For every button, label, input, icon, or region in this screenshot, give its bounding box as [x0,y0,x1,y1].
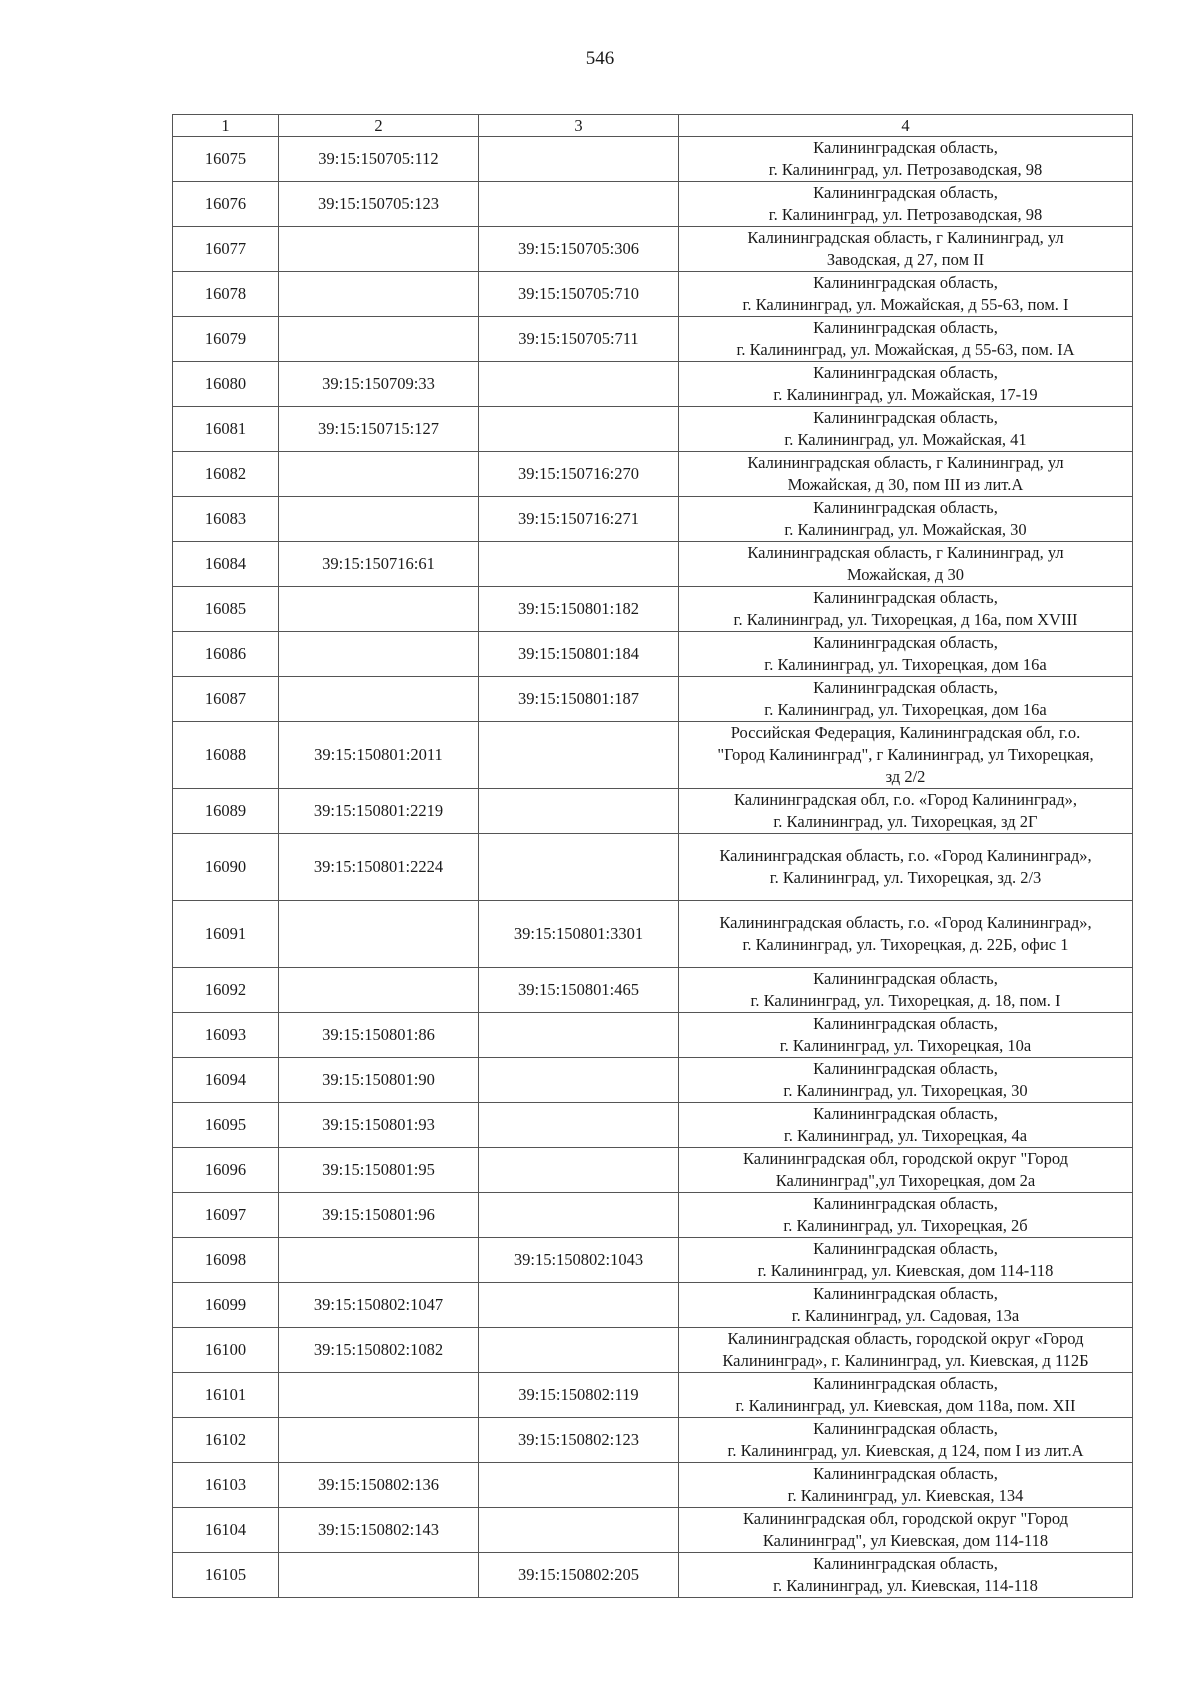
cadastral-number-cell: 39:15:150715:127 [279,407,479,452]
address-line: г. Калининград, ул. Тихорецкая, 30 [783,1081,1028,1100]
address-line: г. Калининград, ул. Киевская, д 124, пом I из лит.А [727,1441,1084,1460]
address-line: г. Калининград, ул. Тихорецкая, дом 16а [764,700,1047,719]
cadastral-number-cell [279,452,479,497]
row-number-cell: 16089 [173,789,279,834]
table-row [173,1103,1133,1148]
address-cell [679,1328,1133,1373]
row-number-cell: 16090 [173,834,279,901]
address-line: Калининградская область, [813,1419,998,1438]
table-row [173,722,1133,789]
cadastral-number-cell [279,632,479,677]
address-cell [679,362,1133,407]
address-line: г. Калининград, ул. Тихорецкая, 4а [783,1126,1028,1145]
address-cell [679,1193,1133,1238]
cadastral-number-cell: 39:15:150705:306 [479,227,679,272]
table-row [173,1013,1133,1058]
row-number-cell: 16077 [173,227,279,272]
table-row [173,497,1133,542]
address-cell [679,632,1133,677]
table-row [173,789,1133,834]
row-number-cell: 16097 [173,1193,279,1238]
cadastral-number-cell [279,1553,479,1598]
cadastral-number-cell: 39:15:150801:86 [279,1013,479,1058]
cadastral-number-cell: 39:15:150801:3301 [479,901,679,968]
header-col-3: 3 [479,115,679,137]
table-row [173,227,1133,272]
row-number-cell: 16100 [173,1328,279,1373]
address-line: Калининградская область, г.о. «Город Калининград», [719,846,1092,865]
page-number: 546 [585,48,615,69]
address-line: "Город Калининград", г Калининград, ул Тихорецкая, [717,745,1094,764]
address-cell [679,834,1133,901]
cadastral-number-cell: 39:15:150709:33 [279,362,479,407]
address-line: г. Калининград, ул. Тихорецкая, д. 18, пом. I [750,991,1061,1010]
address-line: г. Калининград, ул. Можайская, д 55-63, пом. IA [736,340,1075,359]
address-line: Калининградская область, [813,273,998,292]
address-line: Заводская, д 27, пом II [826,250,985,269]
address-line: Калининградская область, [813,408,998,427]
address-line: Калининградская область, [813,588,998,607]
address-line: Калининград», г. Калининград, ул. Киевская, д 112Б [722,1351,1089,1370]
address-cell [679,542,1133,587]
row-number-cell: 16103 [173,1463,279,1508]
address-cell [679,1508,1133,1553]
address-line: Калининградская область, [813,1194,998,1213]
table-row [173,1553,1133,1598]
address-cell [679,901,1133,968]
row-number-cell: 16075 [173,137,279,182]
row-number-cell: 16101 [173,1373,279,1418]
cadastral-number-cell [479,1058,679,1103]
row-number-cell: 16079 [173,317,279,362]
cadastral-number-cell [279,272,479,317]
registry-table [172,114,1133,1598]
table-row [173,632,1133,677]
address-line: г. Калининград, ул. Тихорецкая, зд. 2/3 [769,868,1042,887]
address-line: г. Калининград, ул. Тихорецкая, дом 16а [764,655,1047,674]
address-line: Калининградская область, г Калининград, ул [747,453,1064,472]
cadastral-number-cell [479,137,679,182]
address-line: Калининградская область, [813,318,998,337]
table-row [173,137,1133,182]
cadastral-number-cell [479,1463,679,1508]
cadastral-number-cell [279,677,479,722]
address-line: Калининградская область, [813,1464,998,1483]
address-cell [679,1283,1133,1328]
address-line: г. Калининград, ул. Петрозаводская, 98 [768,205,1043,224]
address-cell [679,1463,1133,1508]
row-number-cell: 16083 [173,497,279,542]
row-number-cell: 16088 [173,722,279,789]
row-number-cell: 16084 [173,542,279,587]
table-row [173,362,1133,407]
cadastral-number-cell [279,1373,479,1418]
header-col-2: 2 [279,115,479,137]
table-row [173,1193,1133,1238]
address-line: Калининградская обл, г.о. «Город Калининград», [734,790,1077,809]
address-line: г. Калининград, ул. Можайская, 17-19 [773,385,1038,404]
table-row [173,834,1133,901]
address-line: г. Калининград, ул. Киевская, 114-118 [773,1576,1038,1595]
cadastral-number-cell [279,1418,479,1463]
cadastral-number-cell [479,1283,679,1328]
cadastral-number-cell: 39:15:150802:143 [279,1508,479,1553]
table-row [173,677,1133,722]
table-row [173,901,1133,968]
table-row [173,1238,1133,1283]
cadastral-number-cell [279,901,479,968]
table-row [173,968,1133,1013]
cadastral-number-cell [479,1508,679,1553]
address-line: Калининградская область, [813,183,998,202]
address-line: г. Калининград, ул. Тихорецкая, 10а [779,1036,1032,1055]
cadastral-number-cell: 39:15:150801:465 [479,968,679,1013]
address-line: г. Калининград, ул. Садовая, 13а [791,1306,1020,1325]
cadastral-number-cell [479,542,679,587]
address-cell [679,789,1133,834]
address-line: Калининградская область, [813,1104,998,1123]
address-line: Калининградская область, г Калининград, ул [747,543,1064,562]
row-number-cell: 16094 [173,1058,279,1103]
cadastral-number-cell [479,362,679,407]
address-cell [679,497,1133,542]
cadastral-number-cell: 39:15:150801:90 [279,1058,479,1103]
table-body [173,137,1133,1598]
table-row [173,272,1133,317]
cadastral-number-cell: 39:15:150705:711 [479,317,679,362]
table-row [173,542,1133,587]
address-cell [679,1238,1133,1283]
table-row [173,1508,1133,1553]
row-number-cell: 16087 [173,677,279,722]
row-number-cell: 16092 [173,968,279,1013]
cadastral-number-cell: 39:15:150802:136 [279,1463,479,1508]
row-number-cell: 16098 [173,1238,279,1283]
table-row [173,587,1133,632]
address-line: Калининградская обл, городской округ "Город [742,1149,1069,1168]
address-cell [679,182,1133,227]
cadastral-number-cell: 39:15:150801:93 [279,1103,479,1148]
address-line: г. Калининград, ул. Петрозаводская, 98 [768,160,1043,179]
address-cell [679,137,1133,182]
address-line: зд 2/2 [885,767,926,786]
row-number-cell: 16099 [173,1283,279,1328]
address-line: Можайская, д 30, пом III из лит.А [787,475,1024,494]
table-row [173,1283,1133,1328]
address-cell [679,1013,1133,1058]
row-number-cell: 16093 [173,1013,279,1058]
address-line: Калининградская область, [813,363,998,382]
table-row [173,1418,1133,1463]
address-line: г. Калининград, ул. Тихорецкая, д. 22Б, офис 1 [742,935,1069,954]
row-number-cell: 16076 [173,182,279,227]
cadastral-number-cell: 39:15:150801:2224 [279,834,479,901]
address-line: Калининградская область, [813,633,998,652]
cadastral-number-cell: 39:15:150801:2011 [279,722,479,789]
address-line: г. Калининград, ул. Киевская, дом 118а, пом. XII [735,1396,1076,1415]
cadastral-number-cell [479,1148,679,1193]
address-cell [679,317,1133,362]
cadastral-number-cell [479,182,679,227]
cadastral-number-cell [479,1193,679,1238]
row-number-cell: 16095 [173,1103,279,1148]
address-line: Калининградская область, [813,678,998,697]
address-cell [679,1103,1133,1148]
cadastral-number-cell [479,1328,679,1373]
cadastral-number-cell [279,968,479,1013]
address-cell [679,1553,1133,1598]
cadastral-number-cell: 39:15:150801:187 [479,677,679,722]
row-number-cell: 16082 [173,452,279,497]
row-number-cell: 16081 [173,407,279,452]
table-row [173,1373,1133,1418]
table-row [173,1328,1133,1373]
cadastral-number-cell [479,1103,679,1148]
cadastral-number-cell: 39:15:150801:182 [479,587,679,632]
address-line: Калининград",ул Тихорецкая, дом 2а [775,1171,1036,1190]
table-row [173,1463,1133,1508]
address-line: Калининградская область, [813,1374,998,1393]
address-line: Можайская, д 30 [847,565,964,584]
row-number-cell: 16086 [173,632,279,677]
address-line: г. Калининград, ул. Киевская, 134 [787,1486,1024,1505]
address-cell [679,452,1133,497]
address-line: г. Калининград, ул. Киевская, дом 114-118 [757,1261,1054,1280]
cadastral-number-cell: 39:15:150716:61 [279,542,479,587]
address-cell [679,677,1133,722]
cadastral-number-cell: 39:15:150716:271 [479,497,679,542]
table-row [173,407,1133,452]
row-number-cell: 16104 [173,1508,279,1553]
table-row [173,182,1133,227]
address-line: Калининградская область, [813,1059,998,1078]
row-number-cell: 16096 [173,1148,279,1193]
cadastral-number-cell: 39:15:150801:96 [279,1193,479,1238]
cadastral-number-cell [479,789,679,834]
address-cell [679,1373,1133,1418]
address-cell [679,1148,1133,1193]
cadastral-number-cell: 39:15:150801:95 [279,1148,479,1193]
address-line: Калининградская область, городской округ «Город [727,1329,1084,1348]
address-line: г. Калининград, ул. Можайская, д 55-63, пом. I [742,295,1069,314]
cadastral-number-cell: 39:15:150705:112 [279,137,479,182]
address-cell [679,968,1133,1013]
row-number-cell: 16091 [173,901,279,968]
address-line: Калининградская область, [813,969,998,988]
address-line: Калининградская область, [813,1239,998,1258]
cadastral-number-cell [279,317,479,362]
cadastral-number-cell: 39:15:150802:123 [479,1418,679,1463]
address-line: Калининградская обл, городской округ "Город [742,1509,1069,1528]
cadastral-number-cell: 39:15:150802:205 [479,1553,679,1598]
cadastral-number-cell [279,227,479,272]
row-number-cell: 16085 [173,587,279,632]
row-number-cell: 16105 [173,1553,279,1598]
table-row [173,1058,1133,1103]
cadastral-number-cell: 39:15:150802:119 [479,1373,679,1418]
address-line: г. Калининград, ул. Тихорецкая, зд 2Г [773,812,1038,831]
table-row [173,452,1133,497]
cadastral-number-cell: 39:15:150705:123 [279,182,479,227]
address-line: Калининградская область, г Калининград, ул [747,228,1064,247]
cadastral-number-cell: 39:15:150802:1043 [479,1238,679,1283]
cadastral-number-cell [279,1238,479,1283]
address-line: Калининградская область, [813,1284,998,1303]
header-col-4: 4 [679,115,1133,137]
address-cell [679,407,1133,452]
address-cell [679,587,1133,632]
address-line: Российская Федерация, Калининградская обл, г.о. [730,723,1081,742]
address-line: Калининградская область, [813,1554,998,1573]
address-line: Калининград", ул Киевская, дом 114-118 [762,1531,1049,1550]
address-line: Калининградская область, [813,1014,998,1033]
table-row [173,1148,1133,1193]
address-line: г. Калининград, ул. Тихорецкая, 2б [783,1216,1028,1235]
address-line: г. Калининград, ул. Тихорецкая, д 16а, пом XVIII [733,610,1078,629]
row-number-cell: 16078 [173,272,279,317]
address-line: Калининградская область, г.о. «Город Калининград», [719,913,1092,932]
cadastral-number-cell: 39:15:150705:710 [479,272,679,317]
address-line: Калининградская область, [813,138,998,157]
address-cell [679,722,1133,789]
address-cell [679,1058,1133,1103]
cadastral-number-cell [279,587,479,632]
address-line: г. Калининград, ул. Можайская, 41 [784,430,1027,449]
header-col-1: 1 [173,115,279,137]
cadastral-number-cell: 39:15:150802:1082 [279,1328,479,1373]
address-line: Калининградская область, [813,498,998,517]
address-cell [679,272,1133,317]
cadastral-number-cell [479,1013,679,1058]
row-number-cell: 16102 [173,1418,279,1463]
cadastral-number-cell: 39:15:150801:184 [479,632,679,677]
row-number-cell: 16080 [173,362,279,407]
cadastral-number-cell: 39:15:150802:1047 [279,1283,479,1328]
cadastral-number-cell [479,834,679,901]
cadastral-number-cell: 39:15:150716:270 [479,452,679,497]
address-cell [679,227,1133,272]
table-header [173,115,1133,137]
cadastral-number-cell [279,497,479,542]
table-row [173,317,1133,362]
address-cell [679,1418,1133,1463]
cadastral-number-cell [479,722,679,789]
cadastral-number-cell: 39:15:150801:2219 [279,789,479,834]
cadastral-number-cell [479,407,679,452]
address-line: г. Калининград, ул. Можайская, 30 [784,520,1027,539]
